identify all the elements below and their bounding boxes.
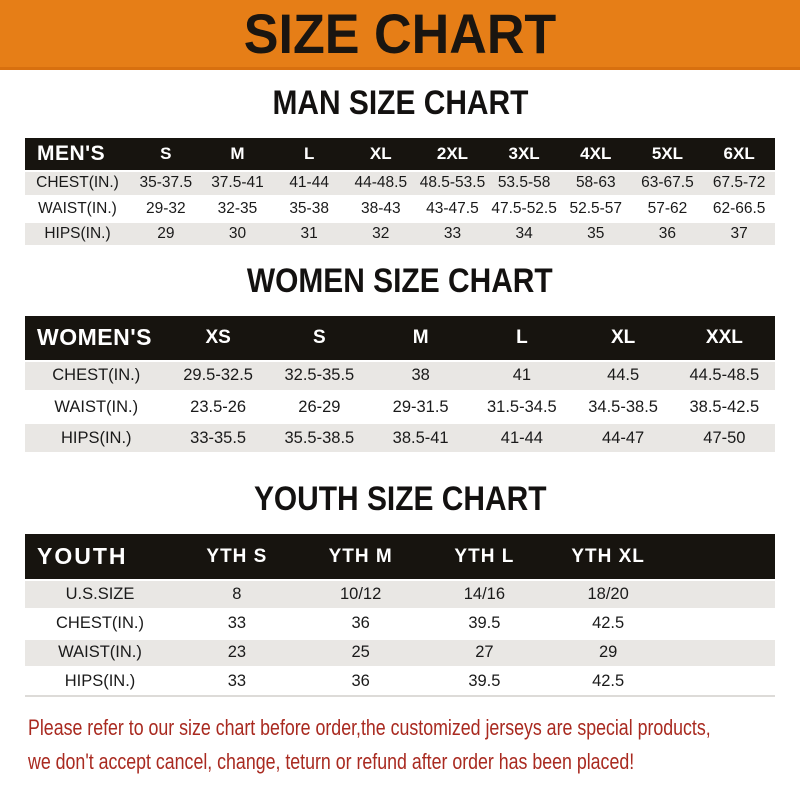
size-value-cell: 35 (587, 224, 605, 242)
size-column-header: 5XL (651, 144, 684, 163)
table-header (25, 316, 775, 361)
row-label: WAIST(IN.) (58, 643, 142, 661)
size-column-header: 3XL (508, 144, 540, 163)
measurement-row (25, 221, 775, 246)
size-value-cell: 44-48.5 (354, 174, 408, 192)
men-size-table (25, 138, 775, 248)
size-value-cell: 63-67.5 (641, 174, 694, 192)
size-value-cell: 29 (598, 643, 618, 661)
size-value-cell: 14/16 (463, 584, 506, 603)
size-value-cell: 10/12 (339, 584, 382, 603)
size-value-cell: 18/20 (587, 584, 629, 603)
size-value-cell: 29-32 (146, 199, 186, 217)
size-value-cell: 35-38 (289, 199, 329, 217)
row-label: U.S.SIZE (65, 584, 135, 603)
size-header-row (25, 534, 775, 580)
size-value-cell: 27 (475, 643, 494, 661)
men-section-title (0, 85, 800, 125)
size-value-cell: 38.5-42.5 (689, 397, 760, 416)
table-body (25, 361, 775, 454)
banner (0, 0, 800, 70)
spacer-cell (670, 667, 775, 696)
youth-size-table (25, 534, 775, 697)
size-value-cell: 67.5-72 (712, 174, 766, 192)
page-title: SIZE CHART (243, 1, 557, 65)
row-label: CHEST(IN.) (52, 366, 141, 385)
size-value-cell: 29.5-32.5 (183, 366, 253, 385)
order-notice (28, 711, 800, 779)
size-column-header: S (313, 326, 326, 348)
men-size-section (0, 85, 800, 248)
row-label: HIPS(IN.) (60, 428, 132, 447)
size-value-cell: 52.5-57 (569, 199, 623, 217)
size-value-cell: 38.5-41 (392, 428, 449, 447)
women-section-title (0, 263, 800, 303)
row-label: HIPS(IN.) (64, 672, 136, 691)
size-column-header: YTH M (328, 545, 393, 567)
size-value-cell: 36 (351, 672, 370, 691)
size-value-cell: 33-35.5 (190, 428, 247, 447)
size-value-cell: 39.5 (468, 614, 501, 632)
size-value-cell: 36 (658, 224, 677, 242)
size-value-cell: 42.5 (592, 672, 625, 691)
women-size-section (0, 263, 800, 456)
measurement-row (25, 667, 775, 696)
size-value-cell: 37 (730, 224, 748, 242)
row-label: CHEST(IN.) (56, 614, 144, 632)
size-value-cell: 29-31.5 (392, 397, 449, 416)
measurement-row (25, 609, 775, 638)
measurement-row (25, 392, 775, 423)
measurement-row (25, 196, 775, 221)
size-header-row (25, 138, 775, 171)
size-value-cell: 37.5-41 (211, 174, 264, 192)
size-column-header: L (516, 326, 528, 348)
table-corner-label: MEN'S (37, 142, 106, 165)
size-value-cell: 44.5 (607, 366, 640, 385)
size-value-cell: 41-44 (289, 174, 329, 192)
size-column-header: YTH S (206, 545, 268, 567)
size-value-cell: 44-47 (602, 428, 645, 447)
table-body (25, 580, 775, 696)
youth-section-title-text: YOUTH SIZE CHART (253, 480, 547, 518)
size-value-cell: 23 (227, 643, 247, 661)
size-value-cell: 29 (157, 224, 175, 242)
size-value-cell: 38 (411, 366, 430, 385)
size-column-header: 4XL (580, 144, 612, 163)
size-value-cell: 39.5 (468, 672, 501, 691)
size-value-cell: 25 (351, 643, 370, 661)
size-value-cell: 34.5-38.5 (588, 397, 658, 416)
size-value-cell: 47.5-52.5 (491, 199, 557, 217)
size-value-cell: 30 (228, 224, 247, 242)
spacer-cell (670, 580, 775, 609)
size-column-header: YTH XL (571, 545, 645, 567)
measurement-row (25, 638, 775, 667)
measurement-row (25, 580, 775, 609)
table-corner-label: YOUTH (37, 543, 128, 569)
size-value-cell: 53.5-58 (497, 174, 551, 192)
row-label: HIPS(IN.) (44, 224, 111, 242)
measurement-row (25, 171, 775, 196)
table-header (25, 138, 775, 171)
size-value-cell: 31.5-34.5 (487, 397, 557, 416)
size-value-cell: 47-50 (703, 428, 746, 447)
size-column-header: XS (205, 326, 231, 348)
size-value-cell: 33 (227, 672, 247, 691)
size-column-header: XL (369, 144, 392, 163)
size-value-cell: 33 (227, 614, 247, 632)
size-value-cell: 48.5-53.5 (419, 174, 486, 192)
size-value-cell: 32 (372, 224, 390, 242)
size-header-row (25, 316, 775, 361)
size-value-cell: 35-37.5 (139, 174, 193, 192)
youth-section-title (0, 481, 800, 521)
spacer-cell (670, 638, 775, 667)
size-column-header: L (303, 144, 315, 163)
size-column-header: 2XL (436, 144, 469, 163)
size-value-cell: 58-63 (575, 174, 616, 192)
size-column-header: M (230, 144, 245, 163)
size-value-cell: 23.5-26 (190, 397, 247, 416)
size-column-header: M (412, 326, 429, 348)
size-value-cell: 41 (512, 366, 532, 385)
table-corner-label: WOMEN'S (37, 324, 153, 350)
size-value-cell: 35.5-38.5 (284, 428, 355, 447)
size-column-header: 6XL (723, 144, 755, 163)
size-column-header: XXL (705, 326, 743, 348)
size-value-cell: 36 (351, 614, 370, 632)
order-notice-line2: we don't accept cancel, change, teturn or refund after order has been placed! (28, 749, 635, 774)
size-value-cell: 32-35 (217, 199, 258, 217)
table-header (25, 534, 775, 580)
youth-size-section (0, 481, 800, 697)
size-value-cell: 33 (443, 224, 462, 242)
measurement-row (25, 361, 775, 392)
row-label: WAIST(IN.) (38, 199, 117, 217)
size-value-cell: 38-43 (360, 199, 401, 217)
size-value-cell: 44.5-48.5 (689, 366, 760, 385)
size-column-header: S (160, 144, 172, 163)
size-value-cell: 57-62 (647, 199, 688, 217)
row-label: WAIST(IN.) (54, 397, 139, 416)
size-value-cell: 42.5 (592, 614, 625, 632)
women-size-table (25, 316, 775, 456)
size-value-cell: 34 (515, 224, 533, 242)
row-label: CHEST(IN.) (36, 174, 119, 192)
size-value-cell: 41-44 (500, 428, 543, 447)
measurement-row (25, 423, 775, 454)
size-value-cell: 32.5-35.5 (284, 366, 355, 385)
spacer-cell (670, 609, 775, 638)
size-column-header: XL (610, 326, 636, 348)
size-value-cell: 62-66.5 (712, 199, 766, 217)
table-body (25, 171, 775, 246)
size-value-cell: 26-29 (298, 397, 341, 416)
size-column-header: YTH L (454, 545, 515, 567)
size-value-cell: 43-47.5 (426, 199, 479, 217)
order-notice-line1: Please refer to our size chart before order,the customized jerseys are special products, (28, 715, 711, 740)
men-section-title-text: MAN SIZE CHART (272, 84, 528, 122)
spacer-cell (670, 534, 775, 580)
size-value-cell: 31 (300, 224, 318, 242)
size-value-cell: 8 (232, 584, 242, 603)
women-section-title-text: WOMEN SIZE CHART (247, 261, 553, 300)
